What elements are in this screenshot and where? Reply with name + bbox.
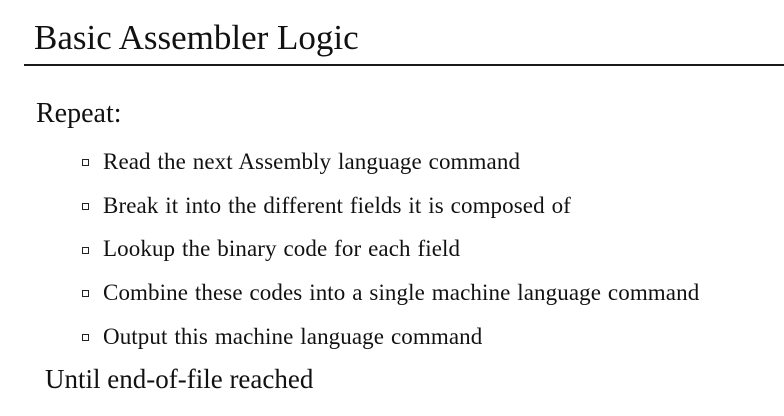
step-text: Break it into the different fields it is composed of — [103, 192, 571, 218]
square-bullet-icon — [82, 159, 89, 166]
step-text: Lookup the binary code for each field — [103, 236, 461, 262]
list-item — [82, 271, 699, 315]
square-bullet-icon — [82, 290, 89, 297]
until-label: Until end-of-file reached — [45, 364, 314, 394]
step-text: Read the next Assembly language command — [103, 148, 521, 174]
slide-title: Basic Assembler Logic — [34, 18, 359, 57]
square-bullet-icon — [82, 334, 89, 341]
list-item — [82, 140, 699, 184]
step-text: Combine these codes into a single machine language command — [103, 279, 700, 305]
list-item — [82, 184, 699, 228]
list-item — [82, 227, 699, 271]
repeat-label: Repeat: — [36, 98, 122, 129]
list-item — [82, 315, 699, 359]
step-text: Output this machine language command — [103, 323, 483, 349]
steps-list — [82, 140, 699, 358]
title-divider — [24, 64, 784, 66]
square-bullet-icon — [82, 203, 89, 210]
square-bullet-icon — [82, 247, 89, 254]
